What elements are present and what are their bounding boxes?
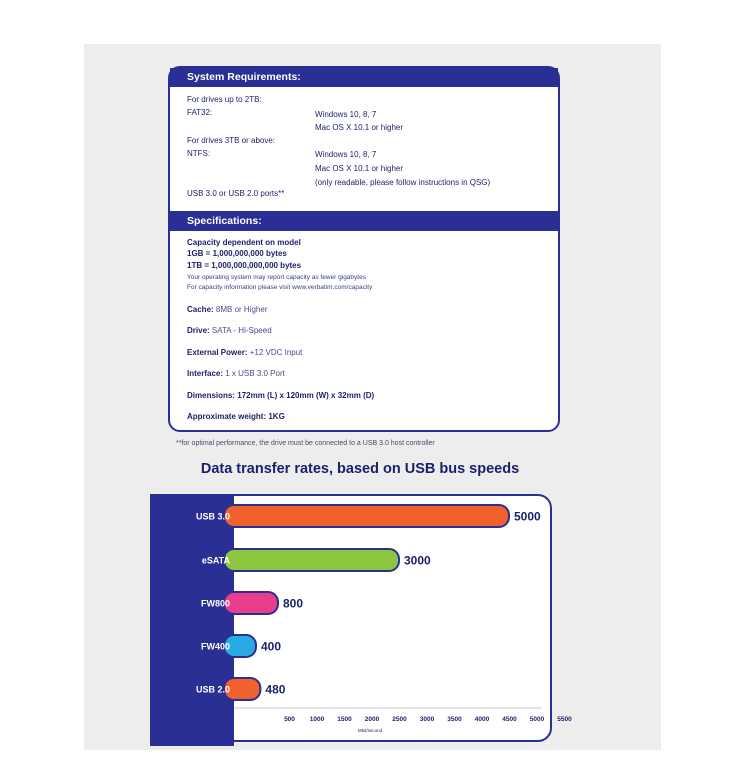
spec-gb-line: 1GB = 1,000,000,000 bytes <box>187 249 287 258</box>
spec-note-1: Your operating system may report capacity as fewer gigabytes <box>187 274 366 281</box>
x-tick-label: 500 <box>284 716 295 723</box>
x-tick-label: 1000 <box>309 716 325 723</box>
bar-value-label: 400 <box>261 639 282 654</box>
req-ntfs-label: NTFS: <box>187 149 211 158</box>
x-tick-label: 1500 <box>337 716 352 723</box>
spec-drive-value: SATA - Hi-Speed <box>211 326 272 335</box>
spec-weight <box>187 412 285 422</box>
spec-tb-line: 1TB = 1,000,000,000,000 bytes <box>187 261 302 270</box>
req-line-3tb: For drives 3TB or above: <box>187 136 276 145</box>
spec-weight-value: 1KG <box>268 412 285 421</box>
spec-note-2: For capacity information please visit www.verbatim.com/capacity <box>187 284 373 291</box>
x-tick-label: 2500 <box>392 716 407 723</box>
spec-drive <box>187 326 272 336</box>
spec-weight-label: Approximate weight: <box>187 412 267 421</box>
spec-dimensions-value: 172mm (L) x 120mm (W) x 32mm (D) <box>237 391 375 400</box>
specifications-header: Specifications: <box>170 211 558 231</box>
category-band <box>150 494 234 746</box>
bar-value-label: 3000 <box>404 553 431 568</box>
spec-cache <box>187 305 268 315</box>
transfer-rate-chart <box>168 494 572 742</box>
x-tick-label: 5000 <box>529 716 545 723</box>
bar-value-label: 5000 <box>514 509 541 524</box>
transfer-rate-chart-svg <box>170 496 572 744</box>
spec-cache-value: 8MB or Higher <box>215 305 268 314</box>
category-label: FW400 <box>200 641 230 652</box>
x-tick-label: 4000 <box>474 716 490 723</box>
x-tick-label: 5500 <box>557 716 572 723</box>
req-ntfs-os2: Mac OS X 10.1 or higher <box>315 164 404 173</box>
bar-value-label: 800 <box>283 596 304 611</box>
spec-interface <box>187 369 285 379</box>
x-axis-label: Mbit/second <box>357 728 383 733</box>
spec-power <box>187 348 302 358</box>
spec-capacity-line: Capacity dependent on model <box>187 238 301 247</box>
category-label: FW800 <box>200 598 230 609</box>
chart-title: Data transfer rates, based on USB bus speeds <box>200 461 520 477</box>
category-label: USB 2.0 <box>195 684 230 695</box>
req-fat32-label: FAT32: <box>187 108 213 117</box>
x-tick-label: 2000 <box>364 716 380 723</box>
req-ntfs-os1: Windows 10, 8, 7 <box>315 150 377 159</box>
system-requirements-header: System Requirements: <box>170 68 558 87</box>
spec-drive-label: Drive: <box>187 326 210 335</box>
spec-cache-label: Cache: <box>187 305 214 314</box>
req-ntfs-os3: (only readable, please follow instructions in QSG) <box>315 178 491 187</box>
spec-dimensions-label: Dimensions: <box>187 391 236 400</box>
req-fat32-os1: Windows 10, 8, 7 <box>315 110 377 119</box>
spec-power-value: +12 VDC Input <box>249 348 303 357</box>
bar-fw800 <box>224 592 278 614</box>
bar-esata <box>224 549 399 571</box>
req-ports: USB 3.0 or USB 2.0 ports** <box>187 189 285 198</box>
req-fat32-os2: Mac OS X 10.1 or higher <box>315 123 404 132</box>
x-tick-label: 3500 <box>447 716 462 723</box>
usb-footnote: **for optimal performance, the drive must be connected to a USB 3.0 host controller <box>176 440 435 447</box>
x-tick-label: 4500 <box>502 716 517 723</box>
bar-usb-3-0 <box>224 505 509 527</box>
specs-panel <box>168 66 560 432</box>
spec-interface-label: Interface: <box>187 369 224 378</box>
req-line-2tb: For drives up to 2TB: <box>187 95 262 104</box>
spec-interface-value: 1 x USB 3.0 Port <box>225 369 285 378</box>
x-tick-label: 3000 <box>419 716 435 723</box>
bar-value-label: 480 <box>265 682 286 697</box>
category-label: USB 3.0 <box>195 511 230 522</box>
category-label: eSATA <box>201 555 230 566</box>
spec-power-label: External Power: <box>187 348 248 357</box>
spec-dimensions <box>187 391 374 401</box>
